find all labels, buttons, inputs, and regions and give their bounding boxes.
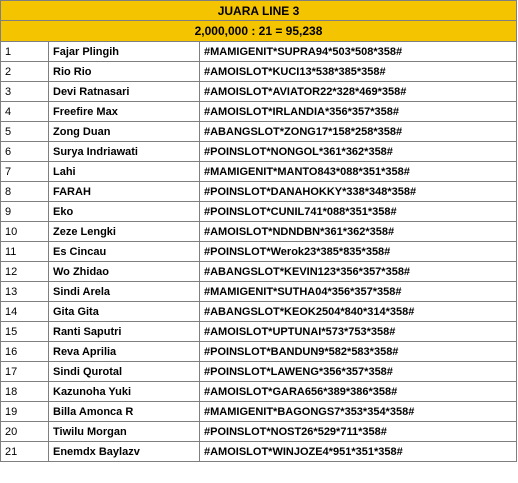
winner-code: #AMOISLOT*UPTUNAI*573*753*358#: [200, 322, 517, 342]
winner-name: Sindi Qurotal: [49, 362, 200, 382]
winner-name: Freefire Max: [49, 102, 200, 122]
row-number: 11: [1, 242, 49, 262]
row-number: 17: [1, 362, 49, 382]
table-row: [1, 142, 517, 162]
winner-name: Billa Amonca R: [49, 402, 200, 422]
winner-code: #AMOISLOT*WINJOZE4*951*351*358#: [200, 442, 517, 462]
winner-code: #AMOISLOT*AVIATOR22*328*469*358#: [200, 82, 517, 102]
formula-row: [1, 21, 517, 42]
winner-code: #POINSLOT*NONGOL*361*362*358#: [200, 142, 517, 162]
row-number: 21: [1, 442, 49, 462]
winner-code: #AMOISLOT*IRLANDIA*356*357*358#: [200, 102, 517, 122]
winner-code: #POINSLOT*BANDUN9*582*583*358#: [200, 342, 517, 362]
winner-name: Kazunoha Yuki: [49, 382, 200, 402]
winner-name: Surya Indriawati: [49, 142, 200, 162]
table-title: JUARA LINE 3: [1, 1, 517, 21]
table-row: [1, 322, 517, 342]
winner-code: #AMOISLOT*KUCI13*538*385*358#: [200, 62, 517, 82]
row-number: 6: [1, 142, 49, 162]
table-row: [1, 42, 517, 62]
row-number: 3: [1, 82, 49, 102]
winner-name: Rio Rio: [49, 62, 200, 82]
winner-code: #POINSLOT*CUNIL741*088*351*358#: [200, 202, 517, 222]
winner-code: #MAMIGENIT*SUTHA04*356*357*358#: [200, 282, 517, 302]
prize-formula: 2,000,000 : 21 = 95,238: [1, 21, 517, 42]
table-row: [1, 262, 517, 282]
table-row: [1, 222, 517, 242]
table-row: [1, 102, 517, 122]
table-row: [1, 202, 517, 222]
winner-name: Es Cincau: [49, 242, 200, 262]
table-row: [1, 122, 517, 142]
row-number: 2: [1, 62, 49, 82]
winner-name: Sindi Arela: [49, 282, 200, 302]
winner-code: #POINSLOT*NOST26*529*711*358#: [200, 422, 517, 442]
table-row: [1, 382, 517, 402]
table-row: [1, 302, 517, 322]
winner-code: #ABANGSLOT*ZONG17*158*258*358#: [200, 122, 517, 142]
table-row: [1, 162, 517, 182]
table-row: [1, 242, 517, 262]
title-row: [1, 1, 517, 21]
winner-code: #MAMIGENIT*BAGONGS7*353*354*358#: [200, 402, 517, 422]
row-number: 5: [1, 122, 49, 142]
table-row: [1, 182, 517, 202]
winner-name: FARAH: [49, 182, 200, 202]
row-number: 14: [1, 302, 49, 322]
winner-name: Ranti Saputri: [49, 322, 200, 342]
winner-code: #POINSLOT*LAWENG*356*357*358#: [200, 362, 517, 382]
winner-code: #MAMIGENIT*MANTO843*088*351*358#: [200, 162, 517, 182]
table-row: [1, 82, 517, 102]
row-number: 13: [1, 282, 49, 302]
table-row: [1, 362, 517, 382]
table-row: [1, 62, 517, 82]
table-row: [1, 402, 517, 422]
row-number: 10: [1, 222, 49, 242]
row-number: 18: [1, 382, 49, 402]
row-number: 4: [1, 102, 49, 122]
winner-code: #MAMIGENIT*SUPRA94*503*508*358#: [200, 42, 517, 62]
table-row: [1, 422, 517, 442]
row-number: 8: [1, 182, 49, 202]
winner-code: #POINSLOT*Werok23*385*835*358#: [200, 242, 517, 262]
winner-name: Wo Zhidao: [49, 262, 200, 282]
winner-name: Tiwilu Morgan: [49, 422, 200, 442]
table-row: [1, 342, 517, 362]
winner-code: #ABANGSLOT*KEOK2504*840*314*358#: [200, 302, 517, 322]
row-number: 9: [1, 202, 49, 222]
winner-name: Reva Aprilia: [49, 342, 200, 362]
row-number: 1: [1, 42, 49, 62]
row-number: 20: [1, 422, 49, 442]
row-number: 16: [1, 342, 49, 362]
winner-name: Zong Duan: [49, 122, 200, 142]
winner-name: Enemdx Baylazv: [49, 442, 200, 462]
winner-name: Gita Gita: [49, 302, 200, 322]
winner-name: Fajar Plingih: [49, 42, 200, 62]
winner-name: Lahi: [49, 162, 200, 182]
row-number: 12: [1, 262, 49, 282]
winner-code: #AMOISLOT*GARA656*389*386*358#: [200, 382, 517, 402]
winner-code: #ABANGSLOT*KEVIN123*356*357*358#: [200, 262, 517, 282]
winner-name: Eko: [49, 202, 200, 222]
winner-code: #AMOISLOT*NDNDBN*361*362*358#: [200, 222, 517, 242]
row-number: 7: [1, 162, 49, 182]
table-row: [1, 282, 517, 302]
row-number: 19: [1, 402, 49, 422]
table-row: [1, 442, 517, 462]
winner-code: #POINSLOT*DANAHOKKY*338*348*358#: [200, 182, 517, 202]
winner-name: Zeze Lengki: [49, 222, 200, 242]
winner-name: Devi Ratnasari: [49, 82, 200, 102]
row-number: 15: [1, 322, 49, 342]
